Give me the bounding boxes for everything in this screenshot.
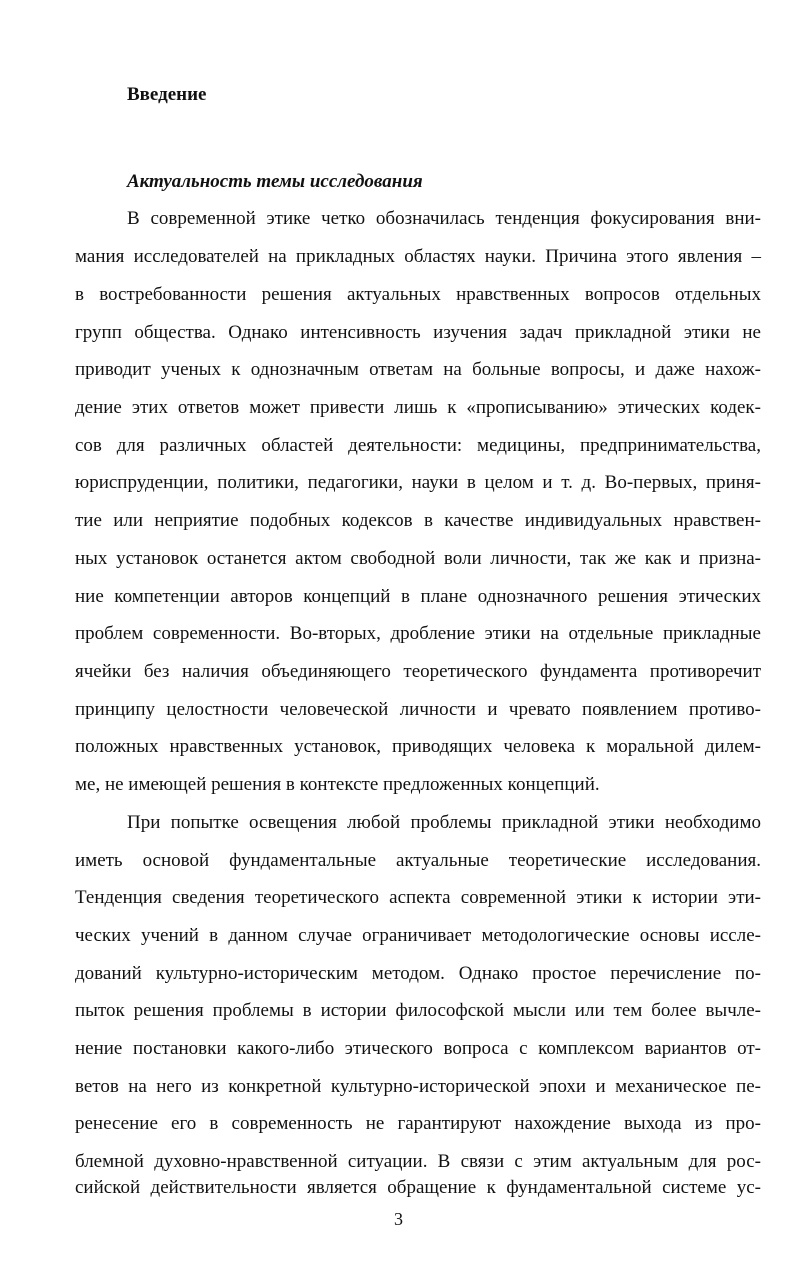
paragraph-1-line: сов для различных областей деятельности: медицины, предпринимательства, [75, 435, 761, 456]
paragraph-1-line: ме, не имеющей решения в контексте предложенных концепций. [75, 774, 600, 795]
paragraph-1-line: ние компетенции авторов концепций в плане однозначного решения этических [75, 586, 761, 607]
paragraph-2-line: Тенденция сведения теоретического аспекта современной этики к истории эти- [75, 887, 761, 908]
page-number: 3 [394, 1209, 403, 1229]
paragraph-1-line: тие или неприятие подобных кодексов в качестве индивидуальных нравствен- [75, 510, 761, 531]
paragraph-1-line: мания исследователей на прикладных областях науки. Причина этого явления – [75, 246, 761, 267]
paragraph-1-line: ячейки без наличия объединяющего теоретического фундамента противоречит [75, 661, 761, 682]
paragraph-1-line: в востребованности решения актуальных нравственных вопросов отдельных [75, 284, 761, 305]
paragraph-2-line: иметь основой фундаментальные актуальные теоретические исследования. [75, 850, 761, 871]
paragraph-2-line: При попытке освещения любой проблемы прикладной этики необходимо [127, 812, 761, 833]
paragraph-2-line: блемной духовно-нравственной ситуации. В связи с этим актуальным для рос- [75, 1151, 761, 1172]
paragraph-2-line: ветов на него из конкретной культурно-исторической эпохи и механическое пе- [75, 1076, 761, 1097]
paragraph-1-line: проблем современности. Во-вторых, дробление этики на отдельные прикладные [75, 623, 761, 644]
paragraph-2-line: сийской действительности является обращение к фундаментальной системе ус- [75, 1177, 761, 1198]
paragraph-1-line: дение этих ответов может привести лишь к «прописыванию» этических кодек- [75, 397, 761, 418]
paragraph-1-line: групп общества. Однако интенсивность изучения задач прикладной этики не [75, 322, 761, 343]
paragraph-2-line: нение постановки какого-либо этического вопроса с комплексом вариантов от- [75, 1038, 761, 1059]
subsection-heading: Актуальность темы исследования [127, 171, 423, 192]
paragraph-1-line: В современной этике четко обозначилась тенденция фокусирования вни- [127, 208, 761, 229]
section-heading: Введение [127, 84, 207, 105]
paragraph-1-line: ных установок останется актом свободной воли личности, так же как и призна- [75, 548, 761, 569]
paragraph-1-line: положных нравственных установок, приводящих человека к моральной дилем- [75, 736, 761, 757]
paragraph-1-line: юриспруденции, политики, педагогики, науки в целом и т. д. Во-первых, приня- [75, 472, 761, 493]
paragraph-2-line: пыток решения проблемы в истории философской мысли или тем более вычле- [75, 1000, 761, 1021]
paragraph-2-line: ренесение его в современность не гарантируют нахождение выхода из про- [75, 1113, 761, 1134]
paragraph-2-line: дований культурно-историческим методом. Однако простое перечисление по- [75, 963, 761, 984]
paragraph-1-line: принципу целостности человеческой личности и чревато появлением противо- [75, 699, 761, 720]
paragraph-2-line: ческих учений в данном случае ограничивает методологические основы иссле- [75, 925, 761, 946]
paragraph-1-line: приводит ученых к однозначным ответам на больные вопросы, и даже нахож- [75, 359, 761, 380]
